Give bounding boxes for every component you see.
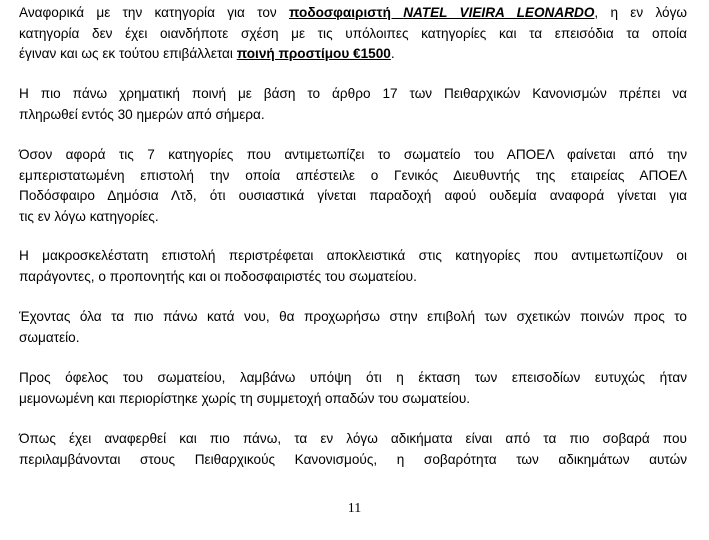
text-run: περιλαμβάνονται στους Πειθαρχικούς Κανονισμούς, η σοβαρότητα των αδικημάτων αυτών (19, 451, 687, 467)
text-run: Η μακροσκελέστατη επιστολή περιστρέφεται αποκλειστικά στις κατηγορίες που αντιμετωπίζουν οι (19, 248, 687, 263)
text-run: Προς όφελος του σωματείου, λαμβάνω υπόψη ότι η έκταση των επεισοδίων ευτυχώς ήταν (19, 370, 687, 385)
text-run: κατηγορία δεν έχει οιανδήποτε σχέση με τις υπόλοιπες κατηγορίες και τα επεισόδια τα οποία (19, 25, 687, 41)
paragraph-line (19, 450, 687, 471)
paragraph-line (19, 207, 687, 228)
paragraph-line (19, 246, 687, 267)
text-run: πληρωθεί εντός 30 ημερών από σήμερα. (19, 106, 265, 122)
paragraph (19, 429, 687, 470)
paragraph-line (19, 44, 687, 65)
paragraph (19, 368, 687, 409)
paragraph-line (19, 105, 687, 126)
paragraph-line (19, 84, 687, 105)
emphasized-text: ποδοσφαιριστή (289, 5, 404, 20)
text-run: Όσον αφορά τις 7 κατηγορίες που αντιμετωπίζει το σωματείο του ΑΠΟΕΛ φαίνεται από την (19, 147, 687, 162)
paragraph-line (19, 3, 687, 24)
paragraph-line (19, 267, 687, 288)
text-run: παράγοντες, ο προπονητής και οι ποδοσφαιριστές του σωματείου. (19, 268, 417, 284)
paragraph (19, 3, 687, 65)
paragraph-line (19, 429, 687, 450)
page-number: 11 (347, 501, 362, 516)
emphasized-text: ποινή προστίμου €1500 (236, 46, 391, 61)
text-run: , η εν λόγω (594, 5, 688, 20)
paragraph-line (19, 368, 687, 389)
paragraph-line (19, 307, 687, 328)
paragraph (19, 307, 687, 348)
text-run: μεμονωμένη και περιορίστηκε χωρίς τη συμμετοχή οπαδών του σωματείου. (19, 390, 471, 406)
text-run: έγιναν και ως εκ τούτου επιβάλλεται (19, 46, 237, 61)
paragraph-line (19, 145, 687, 166)
paragraph (19, 84, 687, 125)
paragraph (19, 145, 687, 227)
text-run: Η πιο πάνω χρηματική ποινή με βάση το άρθρο 17 των Πειθαρχικών Κανονισμών πρέπει να (19, 86, 687, 101)
text-run: . (390, 46, 395, 61)
text-run: τις εν λόγω κατηγορίες. (19, 208, 159, 224)
text-run: Έχοντας όλα τα πιο πάνω κατά νου, θα προχωρήσω στην επιβολή των σχετικών ποινών προς το (19, 309, 687, 324)
paragraph-line (19, 186, 687, 207)
text-run: Όπως έχει αναφερθεί και πιο πάνω, τα εν λόγω αδικήματα είναι από τα πιο σοβαρά που (19, 431, 687, 446)
paragraph-line (19, 328, 687, 349)
paragraph-line (19, 389, 687, 410)
text-run: Ποδόσφαιρο Δημόσια Λτδ, ότι ουσιαστικά γίνεται παραδοχή αφού ουδεμία αναφορά γίνεται για (19, 188, 687, 203)
text-run: εμπεριστατωμένη επιστολή την οποία απέστειλε ο Γενικός Διευθυντής της εταιρείας ΑΠΟΕΛ (19, 167, 687, 183)
paragraph-line (19, 24, 687, 45)
player-reference (289, 5, 594, 20)
text-run: σωματείο. (19, 329, 80, 345)
text-run: Αναφορικά με την κατηγορία για τον (19, 5, 289, 20)
player-name: NATEL VIEIRA LEONARDO (403, 5, 595, 20)
paragraph (19, 246, 687, 287)
paragraph-line (19, 166, 687, 187)
